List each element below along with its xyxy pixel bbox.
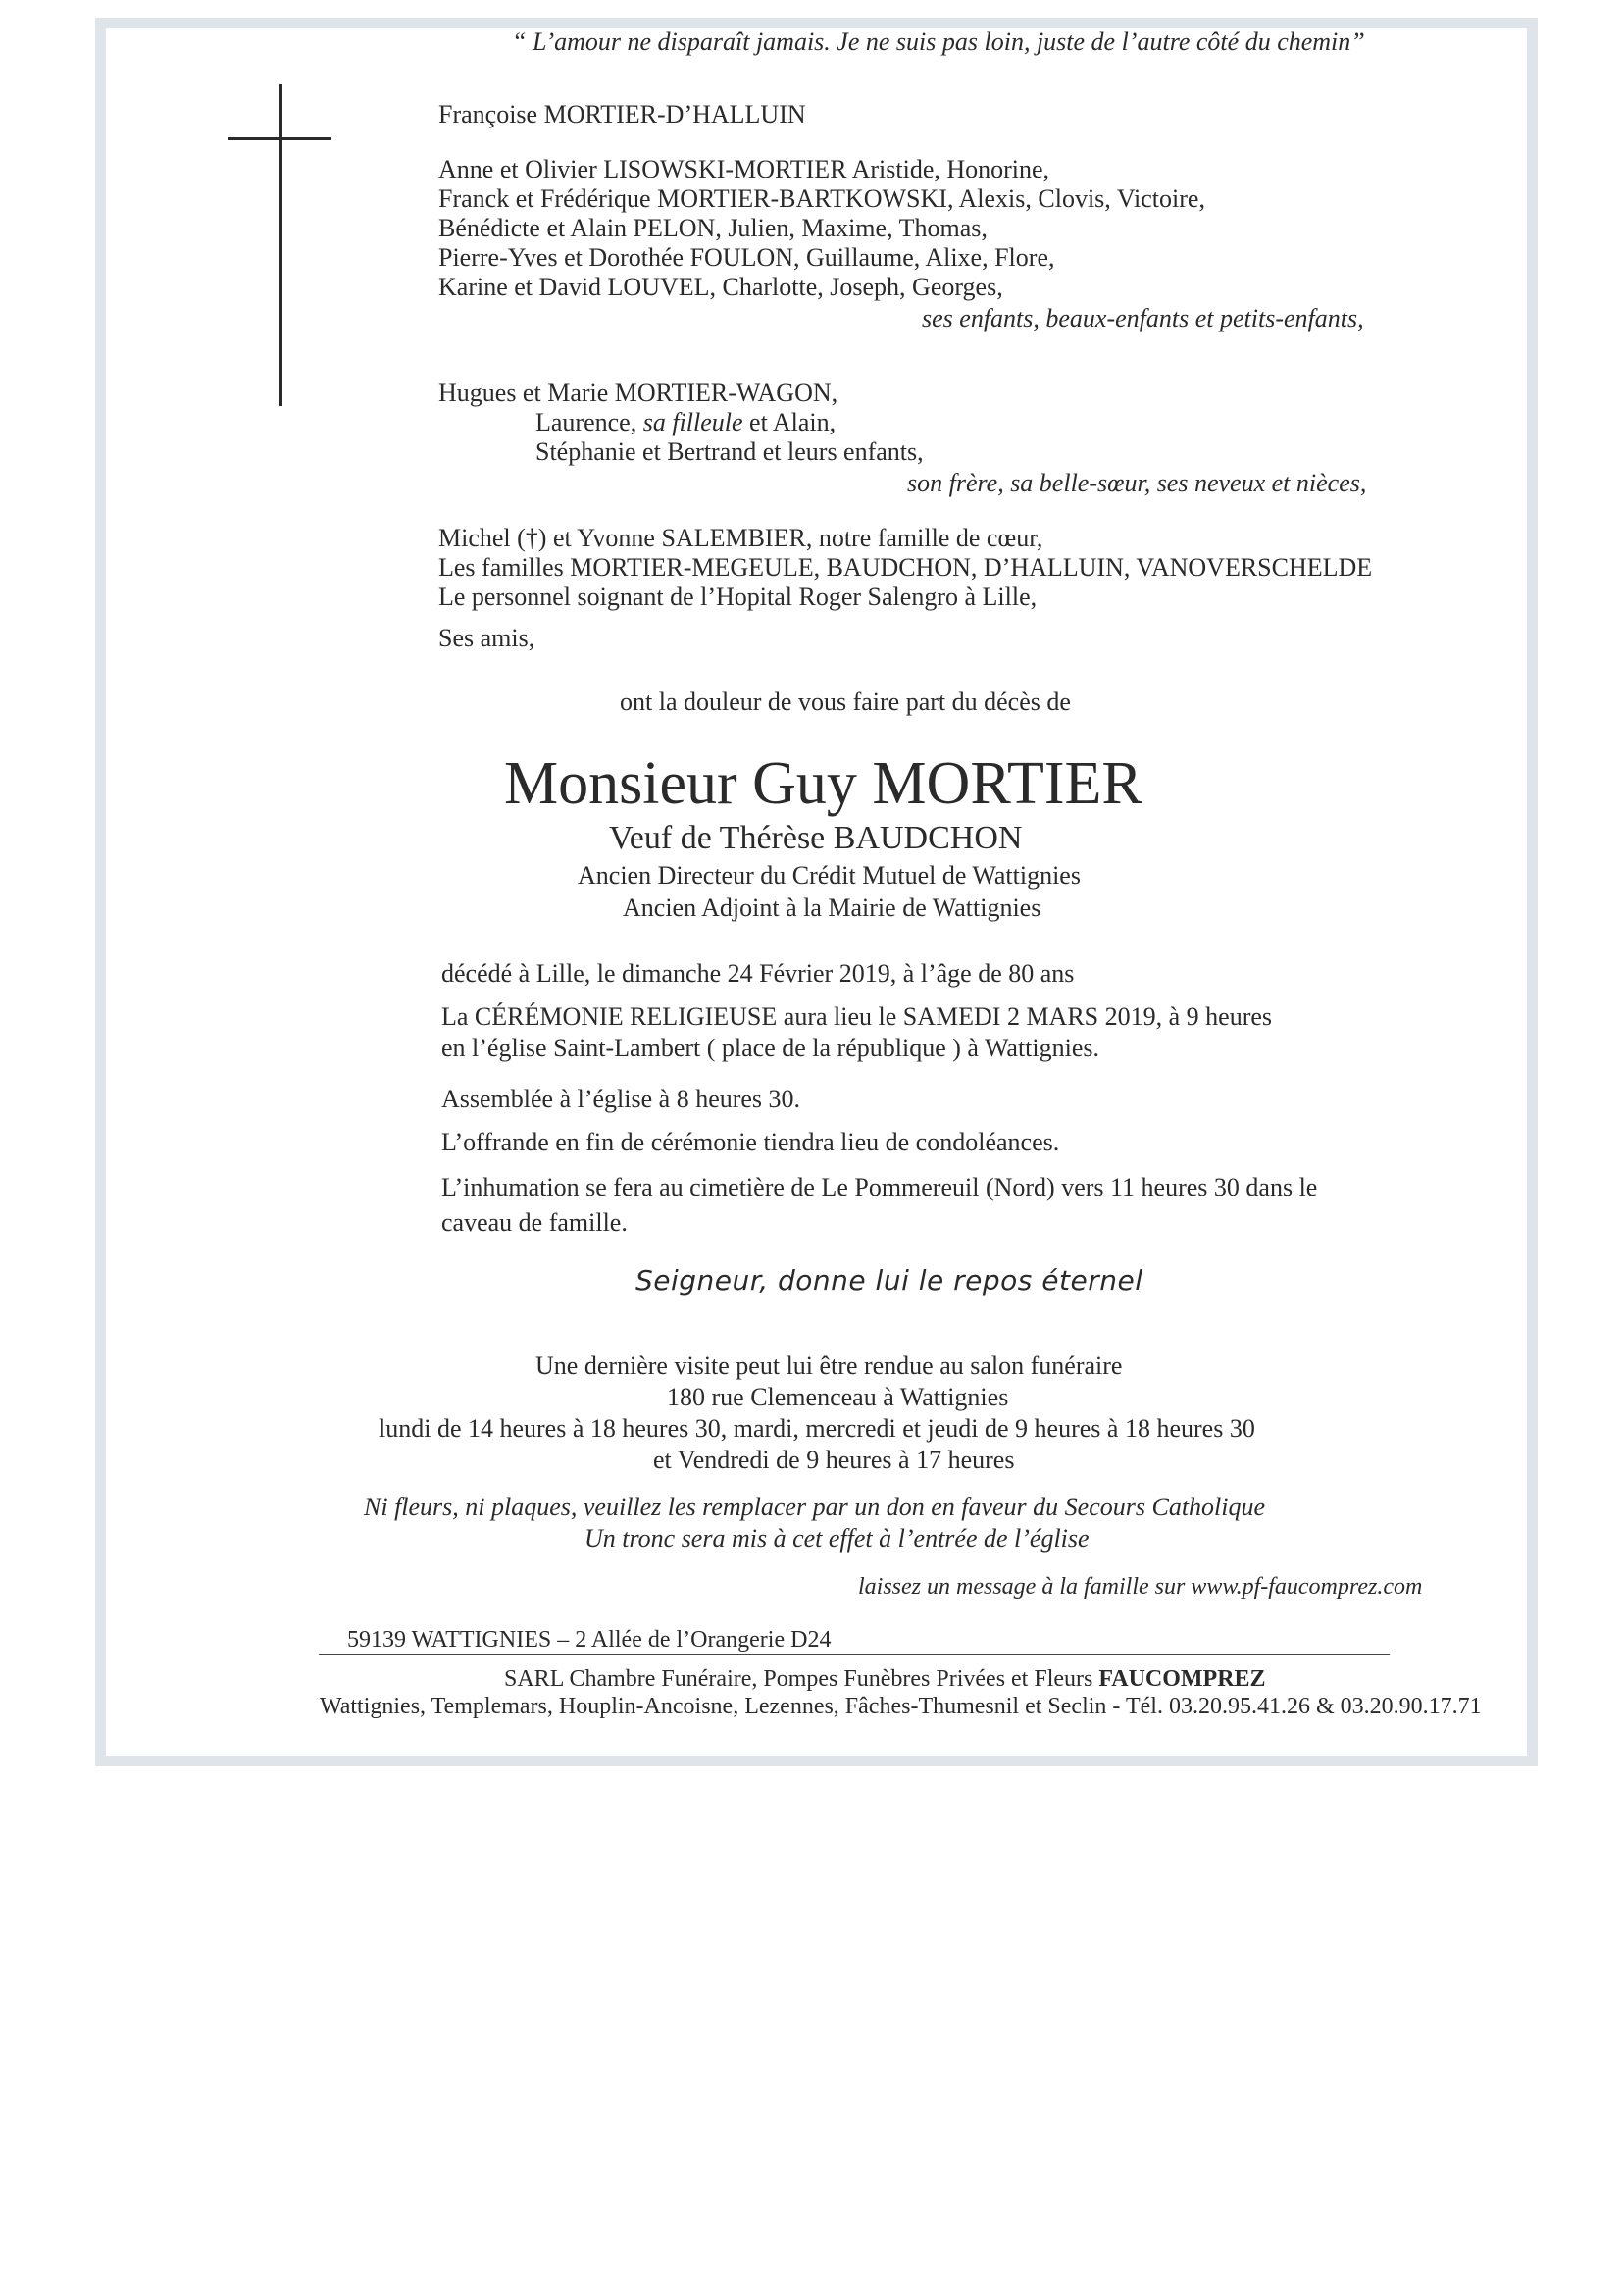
- footer-brand: FAUCOMPREZ: [1098, 1666, 1266, 1692]
- message-note: laissez un message à la famille sur www.pf-faucomprez.com: [858, 1574, 1423, 1600]
- footer-company-text: SARL Chambre Funéraire, Pompes Funèbres Privées et Fleurs: [504, 1666, 1099, 1692]
- widow-line: Veuf de Thérèse BAUDCHON: [609, 820, 1023, 856]
- others-line: Le personnel soignant de l’Hopital Roger Salengro à Lille,: [438, 583, 1038, 611]
- others-line: Michel (†) et Yvonne SALEMBIER, notre famille de cœur,: [438, 524, 1043, 552]
- goddaughter-prefix: Laurence,: [535, 408, 643, 436]
- announcement: ont la douleur de vous faire part du décès de: [620, 687, 1071, 716]
- visit-line: et Vendredi de 9 heures à 17 heures: [653, 1446, 1015, 1474]
- flowers-note: Un tronc sera mis à cet effet à l’entrée de l’église: [584, 1524, 1090, 1553]
- death-info: décédé à Lille, le dimanche 24 Février 2019, à l’âge de 80 ans: [441, 959, 1075, 988]
- others-line: Les familles MORTIER-MEGEULE, BAUDCHON, D’HALLUIN, VANOVERSCHELDE: [438, 553, 1373, 582]
- role-line: Ancien Directeur du Crédit Mutuel de Wattignies: [578, 861, 1081, 890]
- others-line: Ses amis,: [438, 624, 535, 652]
- children-line: Pierre-Yves et Dorothée FOULON, Guillaume, Alixe, Flore,: [438, 243, 1055, 272]
- visit-line: 180 rue Clemenceau à Wattignies: [667, 1383, 1009, 1411]
- children-line: Franck et Frédérique MORTIER-BARTKOWSKI, Alexis, Clovis, Victoire,: [438, 184, 1205, 213]
- assembly-line: Assemblée à l’église à 8 heures 30.: [441, 1085, 801, 1113]
- footer-contacts: Wattignies, Templemars, Houplin-Ancoisne, Lezennes, Fâches-Thumesnil et Seclin - Tél. 03.20.95.41.26 & 03.20.90.17.71: [320, 1694, 1482, 1719]
- epigraph: “ L’amour ne disparaît jamais. Je ne suis pas loin, juste de l’autre côté du chemin”: [512, 27, 1365, 56]
- visit-line: Une dernière visite peut lui être rendue au salon funéraire: [535, 1351, 1123, 1380]
- cross-icon: [279, 84, 282, 406]
- children-line: Karine et David LOUVEL, Charlotte, Joseph, Georges,: [438, 273, 1003, 301]
- niece-line: Stéphanie et Bertrand et leurs enfants,: [535, 437, 924, 466]
- children-line: Anne et Olivier LISOWSKI-MORTIER Aristide, Honorine,: [438, 155, 1050, 183]
- spouse-line: Françoise MORTIER-D’HALLUIN: [438, 100, 806, 128]
- burial-line: caveau de famille.: [441, 1208, 628, 1237]
- visit-line: lundi de 14 heures à 18 heures 30, mardi, mercredi et jeudi de 9 heures à 18 heures 30: [379, 1414, 1255, 1443]
- offering-line: L’offrande en fin de cérémonie tiendra lieu de condoléances.: [441, 1128, 1060, 1156]
- ceremony-line: en l’église Saint-Lambert ( place de la république ) à Wattignies.: [441, 1034, 1100, 1062]
- ceremony-line: La CÉRÉMONIE RELIGIEUSE aura lieu le SAMEDI 2 MARS 2019, à 9 heures: [441, 1002, 1273, 1031]
- sibling-relation: son frère, sa belle-sœur, ses neveux et nièces,: [907, 469, 1367, 497]
- goddaughter-line: [535, 410, 836, 435]
- goddaughter-label: sa filleule: [642, 408, 743, 436]
- address: 59139 WATTIGNIES – 2 Allée de l’Orangerie D24: [347, 1627, 832, 1653]
- children-relation: ses enfants, beaux-enfants et petits-enfants,: [922, 304, 1364, 332]
- footer-company: [504, 1667, 1266, 1691]
- prayer: Seigneur, donne lui le repos éternel: [635, 1264, 1143, 1297]
- burial-line: L’inhumation se fera au cimetière de Le Pommereuil (Nord) vers 11 heures 30 dans le: [441, 1173, 1318, 1201]
- flowers-note: Ni fleurs, ni plaques, veuillez les remplacer par un don en faveur du Secours Catholique: [364, 1493, 1266, 1521]
- cross-icon-bar: [228, 137, 331, 140]
- sibling-line: Hugues et Marie MORTIER-WAGON,: [438, 379, 838, 407]
- footer-divider: [319, 1654, 1390, 1655]
- role-line: Ancien Adjoint à la Mairie de Wattignies: [623, 893, 1041, 922]
- deceased-name: Monsieur Guy MORTIER: [504, 750, 1142, 817]
- goddaughter-suffix: et Alain,: [742, 408, 837, 436]
- children-line: Bénédicte et Alain PELON, Julien, Maxime, Thomas,: [438, 214, 988, 242]
